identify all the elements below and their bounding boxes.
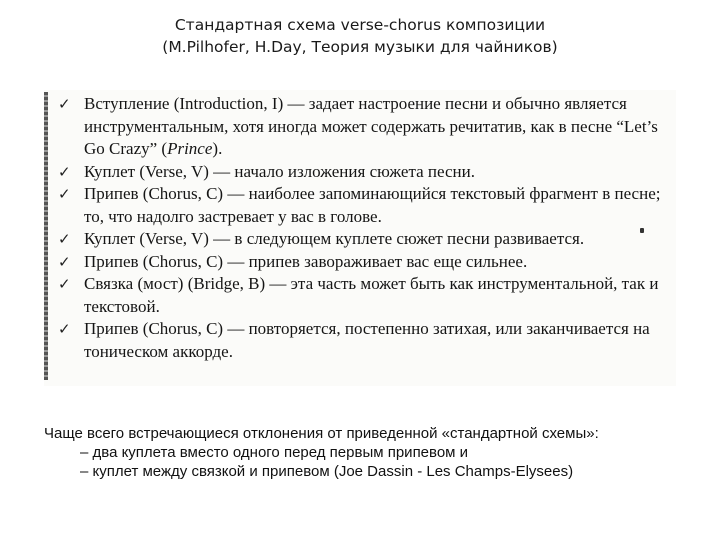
list-item-text: Куплет (Verse, V) — начало изложения сюжета песни. <box>84 161 475 181</box>
deviation-note <box>44 424 704 481</box>
list-item-text: Куплет (Verse, V) — в следующем куплете сюжет песни развивается. <box>84 229 585 248</box>
checkmark-icon: ✓ <box>58 320 71 338</box>
title-line-2: (M.Pilhofer, H.Day, Теория музыки для чайников) <box>162 38 558 56</box>
slide-title <box>0 14 720 58</box>
list-item <box>58 273 670 318</box>
list-item-text: Вступление (Introduction, I) — задает настроение песни и обычно является инструментальным, хотя иногда может содержать речитатив, как в песне “Let’s Go Crazy” ( <box>84 94 658 158</box>
list-item <box>58 161 670 184</box>
title-line-1: Стандартная схема verse-chorus композиции <box>174 16 546 34</box>
checkmark-icon: ✓ <box>58 185 71 203</box>
song-structure-list <box>58 93 670 363</box>
list-item <box>58 228 670 251</box>
note-line-1: – два куплета вместо одного перед первым припевом и <box>80 444 469 461</box>
list-item-text: Prince <box>167 139 213 158</box>
list-item-text: Припев (Chorus, C) — припев завораживает вас еще сильнее. <box>84 251 528 271</box>
checkmark-icon: ✓ <box>58 162 71 181</box>
list-item <box>58 183 670 228</box>
note-intro: Чаще всего встречающиеся отклонения от приведенной «стандартной схемы»: <box>44 425 599 442</box>
list-item <box>58 93 670 161</box>
scan-margin-shadow <box>44 92 48 380</box>
scanned-book-excerpt <box>44 90 676 386</box>
list-item <box>58 318 670 363</box>
checkmark-icon: ✓ <box>58 275 71 293</box>
checkmark-icon: ✓ <box>58 95 71 113</box>
scan-speck <box>640 228 644 233</box>
checkmark-icon: ✓ <box>58 252 71 271</box>
list-item-text: ). <box>212 139 223 158</box>
list-item-text: Припев (Chorus, C) — наиболее запоминающийся текстовый фрагмент в песне; то, что надолго застревает у вас в голове. <box>84 184 661 226</box>
note-line-2: – куплет между связкой и припевом (Joe Dassin - Les Champs-Elysees) <box>80 463 574 480</box>
checkmark-icon: ✓ <box>58 230 71 248</box>
list-item-text: Связка (мост) (Bridge, B) — эта часть может быть как инструментальной, так и текстовой. <box>84 274 659 316</box>
list-item <box>58 251 670 274</box>
list-item-text: Припев (Chorus, C) — повторяется, постепенно затихая, или заканчивается на тоническом аккорде. <box>84 319 650 361</box>
